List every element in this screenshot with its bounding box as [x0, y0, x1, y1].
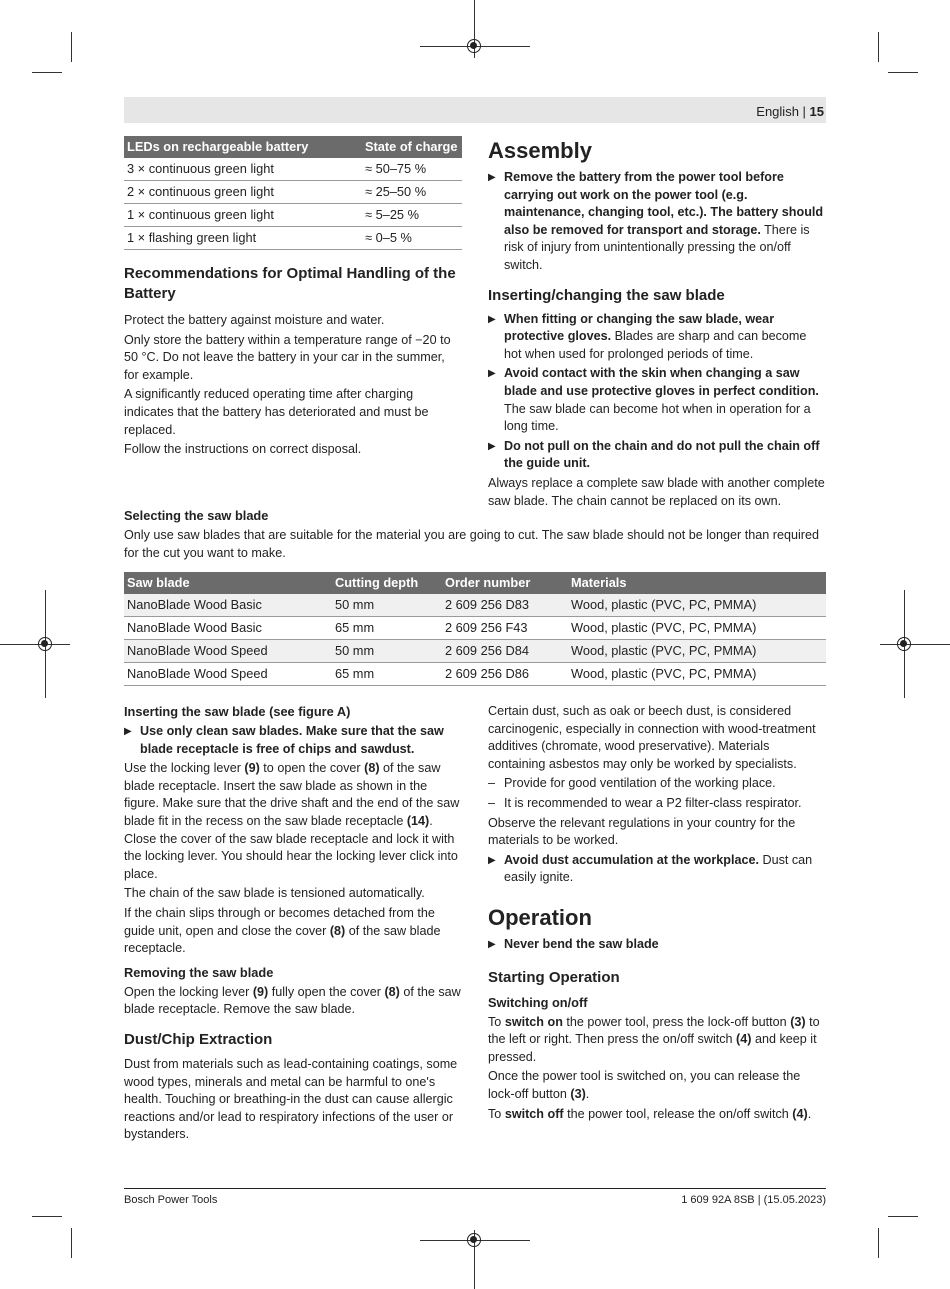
paragraph: Certain dust, such as oak or beech dust, is considered carcinogenic, especially in connection with wood-treatment additives (chromate, wood preservative). Materials containing asbestos may only be worked by specialists. [488, 704, 816, 771]
warning-text: The saw blade can become hot when in operation for a long time. [504, 401, 811, 434]
warning-text: Blades are sharp and can become hot when used for prolonged periods of time. [504, 329, 807, 361]
table-cell: 3 × continuous green light [124, 158, 362, 181]
text: fully open the cover [268, 984, 385, 999]
table-header-row [124, 136, 462, 158]
table-row [124, 617, 826, 640]
text: the power tool, release the on/off switch [563, 1106, 793, 1121]
emph: switch off [504, 1106, 564, 1121]
table-cell: 1 × flashing green light [124, 227, 362, 250]
table-cell: ≈ 50–75 % [362, 158, 462, 181]
warning-item [124, 723, 462, 758]
table-header-cell: Order number [442, 572, 568, 594]
text: If the chain slips through or becomes detached from the guide unit, open and close the cover [124, 905, 435, 938]
paragraph: Follow the instructions on correct disposal. [124, 442, 362, 457]
text: . Close the cover of the saw blade receptacle and lock it with the locking lever. You should hear the locking lever click into place. [124, 813, 458, 881]
right-column-top [488, 138, 826, 512]
table-header-cell: Cutting depth [332, 572, 442, 594]
table-cell: ≈ 0–5 % [362, 227, 462, 250]
paragraph: Always replace a complete saw blade with another complete saw blade. The chain cannot be replaced on its own. [488, 475, 825, 508]
warning-bold: Never bend the saw blade [504, 936, 659, 951]
warning-item [488, 365, 826, 435]
ref: (4) [736, 1032, 752, 1047]
paragraph: The chain of the saw blade is tensioned automatically. [124, 886, 425, 901]
text: To [488, 1106, 505, 1121]
ref: (3) [790, 1014, 806, 1029]
table-cell: Wood, plastic (PVC, PC, PMMA) [568, 640, 826, 663]
warning-bold: Remove the battery from the power tool before carrying out work on the power tool (e.g. maintenance, changing tool, etc.). The battery should also be removed for transport and storage. [504, 170, 824, 237]
ref: (9) [252, 984, 269, 999]
table-cell: NanoBlade Wood Speed [124, 640, 332, 663]
paragraph [488, 1068, 826, 1103]
table-cell: 1 × continuous green light [124, 204, 362, 227]
table-cell: 2 609 256 D86 [442, 663, 568, 686]
table-header-cell: Materials [568, 572, 826, 594]
text: . [585, 1086, 590, 1101]
list-item: – It is recommended to wear a P2 filter-class respirator. [488, 795, 826, 813]
table-cell: ≈ 5–25 % [362, 204, 462, 227]
ref: (3) [570, 1086, 586, 1101]
table-cell: NanoBlade Wood Basic [124, 617, 332, 640]
paragraph: Only use saw blades that are suitable for the material you are going to cut. The saw blade should not be longer than required for the cut you want to make. [124, 528, 819, 560]
right-column-bottom [488, 703, 826, 1125]
warning-bold: Do not pull on the chain and do not pull the chain off the guide unit. [504, 438, 820, 471]
text: the power tool, press the lock-off button [562, 1014, 791, 1029]
header-bar [124, 97, 826, 123]
text: Open the locking lever [124, 984, 253, 999]
text: and keep it pressed. [488, 1032, 817, 1064]
table-cell: 50 mm [332, 640, 442, 663]
paragraph [488, 1014, 826, 1067]
table-row [124, 640, 826, 663]
battery-heading: Recommendations for Optimal Handling of the Battery [124, 265, 456, 302]
table-cell: 2 609 256 D83 [442, 594, 568, 617]
table-cell: NanoBlade Wood Basic [124, 594, 332, 617]
warning-bold: Avoid contact with the skin when changing a saw blade and use protective gloves in perfect condition. [504, 366, 819, 398]
warning-bold: Use only clean saw blades. Make sure that the saw blade receptacle is free of chips and sawdust. [140, 724, 444, 756]
warning-item [488, 169, 826, 275]
table-row [124, 181, 462, 204]
warning-bold: Avoid dust accumulation at the workplace. [504, 852, 759, 867]
paragraph [124, 984, 462, 1019]
footer-rule [124, 1188, 826, 1189]
paragraph [488, 1106, 826, 1124]
table-row [124, 204, 462, 227]
emph: switch on [504, 1014, 563, 1029]
table-cell: NanoBlade Wood Speed [124, 663, 332, 686]
table-row [124, 158, 462, 181]
ref: (4) [792, 1106, 808, 1121]
paragraph: A significantly reduced operating time after charging indicates that the battery has deteriorated and must be replaced. [124, 387, 429, 437]
warning-item [488, 936, 826, 954]
table-cell: 2 609 256 D84 [442, 640, 568, 663]
table-cell: Wood, plastic (PVC, PC, PMMA) [568, 594, 826, 617]
warning-text: Dust can easily ignite. [504, 852, 813, 885]
warning-bold: When fitting or changing the saw blade, wear protective gloves. [504, 311, 775, 344]
paragraph: Dust from materials such as lead-containing coatings, some wood types, minerals and metal can be harmful to one's health. Touching or breathing-in the dust can cause allergic reactions and/or lead to respiratory infections of the user or bystanders. [124, 1056, 458, 1142]
switching-heading: Switching on/off [488, 994, 588, 1010]
footer-right: 1 609 92A 8SB | (15.05.2023) [681, 1194, 826, 1206]
table-row [124, 594, 826, 617]
page-number: 15 [809, 104, 824, 119]
text: of the saw blade receptacle. Insert the saw blade as shown in the figure. Make sure that the drive shaft and the end of the saw blade fit in the recess on the saw blade receptacle [124, 761, 460, 828]
text: to open the cover [259, 761, 365, 776]
warning-text: There is risk of injury from unintentionally pressing the on/off switch. [504, 222, 810, 272]
text: of the saw blade receptacle. Remove the saw blade. [124, 984, 461, 1017]
removing-heading: Removing the saw blade [124, 964, 274, 980]
ref: (8) [384, 984, 400, 999]
ref: (14) [406, 813, 430, 828]
text: Once the power tool is switched on, you can release the lock-off button [488, 1069, 801, 1101]
blade-table [124, 572, 826, 686]
table-cell: 2 × continuous green light [124, 181, 362, 204]
ref: (8) [329, 923, 346, 938]
paragraph: Only store the battery within a temperature range of −20 to 50 °C. Do not leave the battery in your car in the summer, for example. [124, 332, 451, 382]
list-item: – Provide for good ventilation of the working place. [488, 775, 826, 793]
assembly-heading: Assembly [488, 138, 592, 163]
blade-table-wrap [124, 572, 826, 686]
table-header-cell: Saw blade [124, 572, 332, 594]
ref: (9) [244, 761, 260, 776]
table-cell: 50 mm [332, 594, 442, 617]
table-cell: Wood, plastic (PVC, PC, PMMA) [568, 617, 826, 640]
left-column-top [124, 136, 462, 461]
page-header: English | 15 [756, 104, 824, 119]
footer-left: Bosch Power Tools [124, 1194, 218, 1206]
text: to the left or right. Then press the on/off switch [488, 1014, 820, 1047]
text: To [488, 1014, 505, 1029]
table-cell: 2 609 256 F43 [442, 617, 568, 640]
table-cell: 65 mm [332, 617, 442, 640]
table-row [124, 663, 826, 686]
table-header-cell: LEDs on rechargeable battery [124, 136, 362, 158]
selecting-heading: Selecting the saw blade [124, 508, 269, 523]
paragraph: Observe the relevant regulations in your country for the materials to be worked. [488, 815, 796, 848]
warning-item [488, 852, 826, 887]
table-cell: 65 mm [332, 663, 442, 686]
dust-heading: Dust/Chip Extraction [124, 1030, 273, 1048]
table-header-cell: State of charge [362, 136, 462, 158]
paragraph [124, 760, 462, 883]
text: . [807, 1106, 812, 1121]
table-cell: ≈ 25–50 % [362, 181, 462, 204]
led-table [124, 136, 462, 250]
ref: (8) [364, 761, 380, 776]
table-header-row [124, 572, 826, 594]
inserting-changing-heading: Inserting/changing the saw blade [488, 286, 725, 304]
left-column-bottom [124, 703, 462, 1146]
warning-item [488, 311, 826, 364]
table-cell: Wood, plastic (PVC, PC, PMMA) [568, 663, 826, 686]
text: of the saw blade receptacle. [124, 923, 441, 956]
warning-item [488, 438, 826, 473]
operation-heading: Operation [488, 904, 592, 930]
header-language: English [756, 104, 799, 119]
paragraph: Protect the battery against moisture and water. [124, 313, 385, 327]
selecting-section [124, 507, 826, 564]
table-row [124, 227, 462, 250]
starting-operation-heading: Starting Operation [488, 968, 620, 986]
text: Use the locking lever [124, 761, 245, 776]
paragraph [124, 905, 462, 958]
inserting-heading: Inserting the saw blade (see figure A) [124, 704, 351, 719]
